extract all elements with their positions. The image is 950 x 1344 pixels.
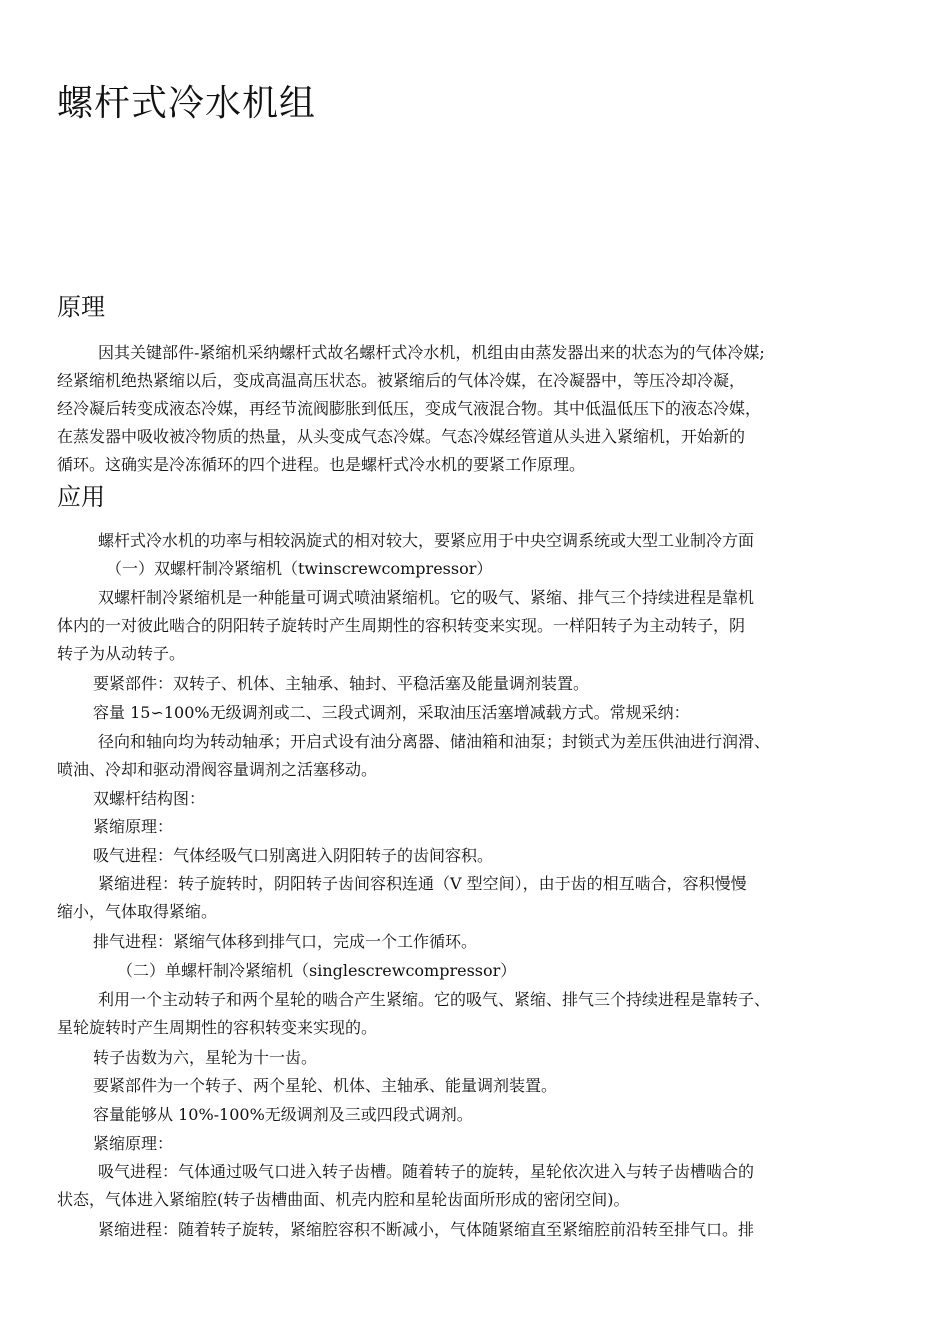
paragraph-line: 紧缩原理： [93,817,174,836]
paragraph-line: 双螺杆结构图： [93,789,206,808]
paragraph-line: 要紧部件：双转子、机体、主轴承、轴封、平稳活塞及能量调剂装置。 [93,674,590,693]
subsection-heading: （一）双螺杆制冷紧缩机（twinscrewcompressor） [106,559,493,578]
paragraph-line: 缩小，气体取得紧缩。 [57,902,218,921]
section-heading-application: 应用 [57,483,105,511]
paragraph-line: 要紧部件为一个转子、两个星轮、机体、主轴承、能量调剂装置。 [93,1076,558,1095]
paragraph-line: 因其关键部件-紧缩机采纳螺杆式故名螺杆式冷水机，机组由由蒸发器出来的状态为的气体冷媒; [98,343,765,362]
paragraph-line: 经冷凝后转变成液态冷媒，再经节流阀膨胀到低压，变成气液混合物。其中低温低压下的液态冷媒， [57,399,762,418]
paragraph-line: 在蒸发器中吸收被冷物质的热量，从头变成气态冷媒。气态冷媒经管道从头进入紧缩机，开始新的 [57,427,746,446]
paragraph-line: 螺杆式冷水机的功率与相较涡旋式的相对较大，要紧应用于中央空调系统或大型工业制冷方面 [98,531,755,550]
paragraph-line: 体内的一对彼此啮合的阴阳转子旋转时产生周期性的容积转变来实现。一样阳转子为主动转子，阴 [57,616,746,635]
paragraph-line: 径向和轴向均为转动轴承；开启式设有油分离器、储油箱和油泵；封锁式为差压供油进行润滑、 [98,732,771,751]
paragraph-line: 吸气进程：气体通过吸气口进入转子齿槽。随着转子的旋转，星轮依次进入与转子齿槽啮合的 [98,1162,755,1181]
paragraph-line: 利用一个主动转子和两个星轮的啮合产生紧缩。它的吸气、紧缩、排气三个持续进程是靠转子、 [98,990,771,1009]
document-title: 螺杆式冷水机组 [57,83,317,124]
paragraph-line: 紧缩进程：转子旋转时，阴阳转子齿间容积连通（V 型空间），由于齿的相互啮合，容积慢慢 [98,874,747,893]
paragraph-line: 紧缩原理： [93,1134,174,1153]
paragraph-line: 双螺杆制冷紧缩机是一种能量可调式喷油紧缩机。它的吸气、紧缩、排气三个持续进程是靠机 [98,588,755,607]
paragraph-line: 循环。这确实是冷冻循环的四个进程。也是螺杆式冷水机的要紧工作原理。 [57,455,586,474]
paragraph-line: 容量 15∽100%无级调剂或二、三段式调剂，采取油压活塞增减载方式。常规采纳： [93,703,690,722]
paragraph-line: 状态，气体进入紧缩腔(转子齿槽曲面、机壳内腔和星轮齿面所形成的密闭空间)。 [57,1190,630,1209]
subsection-heading: （二）单螺杆制冷紧缩机（singlescrewcompressor） [117,961,517,980]
paragraph-line: 转子齿数为六，星轮为十一齿。 [93,1048,318,1067]
paragraph-line: 经紧缩机绝热紧缩以后，变成高温高压状态。被紧缩后的气体冷媒，在冷凝器中，等压冷却冷凝， [57,371,746,390]
paragraph-line: 星轮旋转时产生周期性的容积转变来实现的。 [57,1018,378,1037]
paragraph-line: 吸气进程：气体经吸气口别离进入阴阳转子的齿间容积。 [93,846,494,865]
paragraph-line: 转子为从动转子。 [57,644,186,663]
paragraph-line: 紧缩进程：随着转子旋转，紧缩腔容积不断减小，气体随紧缩直至紧缩腔前沿转至排气口。排 [98,1220,755,1239]
paragraph-line: 排气进程：紧缩气体移到排气口，完成一个工作循环。 [93,932,478,951]
paragraph-line: 喷油、冷却和驱动滑阀容量调剂之活塞移动。 [57,760,378,779]
paragraph-line: 容量能够从 10%-100%无级调剂及三或四段式调剂。 [93,1105,473,1124]
section-heading-principle: 原理 [57,293,105,321]
